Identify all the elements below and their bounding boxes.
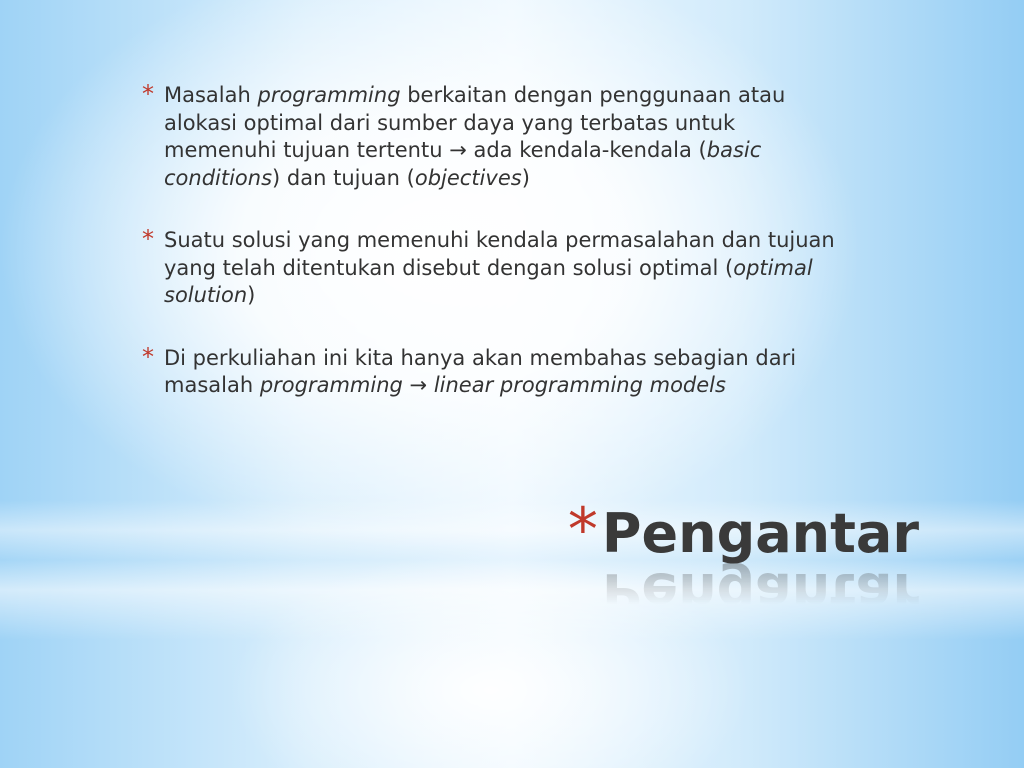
- italic-term: linear programming models: [433, 373, 726, 397]
- asterisk-bullet-icon: *: [142, 225, 154, 253]
- bullet-item-1: [142, 82, 842, 192]
- italic-term: programming: [257, 83, 401, 107]
- text-run: →: [402, 373, 434, 397]
- bullet-item-2: [142, 227, 842, 310]
- asterisk-title-icon: *: [567, 495, 598, 565]
- italic-term: programming: [259, 373, 403, 397]
- asterisk-bullet-icon: *: [142, 80, 154, 108]
- bullet-text: [164, 83, 785, 190]
- bullet-item-3: [142, 342, 842, 400]
- italic-term: objectives: [414, 165, 522, 190]
- italic-term: optimal solution: [164, 255, 813, 307]
- bullet-text: [164, 346, 796, 398]
- italic-term: basic conditions: [164, 138, 762, 190]
- text-run: Suatu solusi yang memenuhi kendala permasalahan dan tujuan yang telah ditentukan disebut dengan solusi optimal (: [164, 228, 835, 280]
- text-run: ) dan tujuan (: [272, 165, 415, 190]
- asterisk-bullet-icon: *: [142, 342, 154, 371]
- page-title: Pengantar: [601, 502, 919, 565]
- text-run: ): [521, 165, 530, 190]
- text-run: berkaitan dengan penggunaan atau alokasi optimal dari sumber daya yang terbatas untuk memenuhi tujuan tertentu → ada kendala-kendala (: [164, 83, 786, 162]
- bullet-text: [164, 228, 835, 307]
- text-run: ): [247, 283, 256, 307]
- bullet-list: [142, 82, 842, 435]
- text-run: Di perkuliahan ini kita hanya akan membahas sebagian dari masalah: [164, 345, 797, 397]
- text-run: Masalah: [164, 83, 258, 107]
- slide-title: [568, 494, 919, 584]
